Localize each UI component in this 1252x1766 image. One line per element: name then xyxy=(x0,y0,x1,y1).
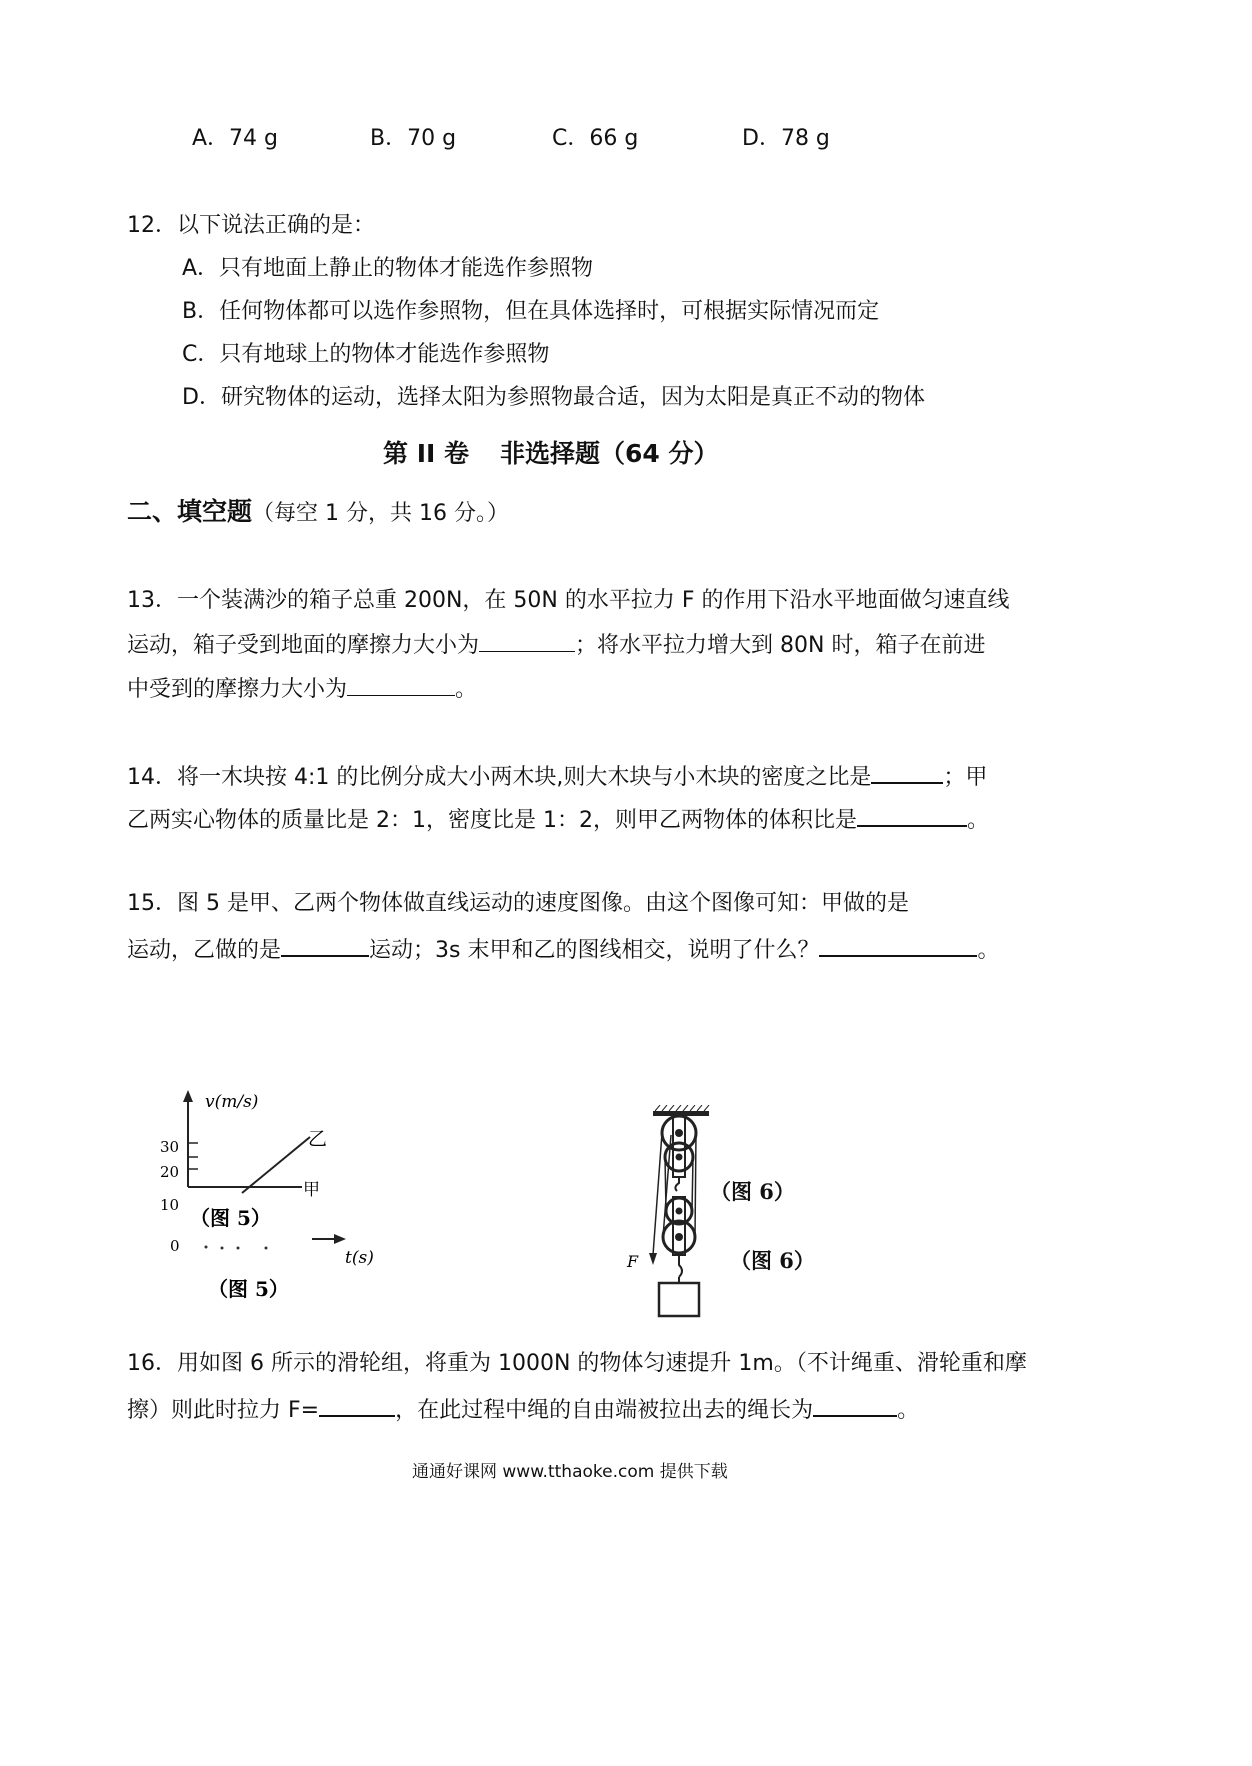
fig5-tick-label-10: 10 xyxy=(160,1196,180,1214)
fig5-dot xyxy=(265,1247,268,1250)
fig6-force-label: F xyxy=(627,1252,639,1271)
q14-text-2a: 乙两实心物体的质量比是 2：1，密度比是 1：2，则甲乙两物体的体积比是 xyxy=(127,808,857,833)
fig6-ceiling-hatch xyxy=(655,1105,709,1111)
q13-blank-2[interactable] xyxy=(347,673,455,696)
q12-option-c: C．只有地球上的物体才能选作参照物 xyxy=(182,342,550,367)
q11-option-d: D．78 g xyxy=(742,126,830,151)
q15-blank-1[interactable] xyxy=(281,933,369,957)
q16-text-2c: 。 xyxy=(897,1398,920,1423)
q14-blank-1[interactable] xyxy=(871,760,943,784)
fig5-y-arrow xyxy=(183,1090,193,1102)
q15-line1: 15．图 5 是甲、乙两个物体做直线运动的速度图像。由这个图像可知：甲做的是 xyxy=(127,891,909,916)
q14-text-1b: ；甲 xyxy=(943,765,988,790)
q11-option-c: C．66 g xyxy=(552,126,639,151)
q13-blank-1[interactable] xyxy=(479,629,575,652)
q12-option-d: D．研究物体的运动，选择太阳为参照物最合适，因为太阳是真正不动的物体 xyxy=(182,385,925,410)
q15-text-2b: 运动；3s 末甲和乙的图线相交，说明了什么？ xyxy=(369,938,820,963)
fig5-dot xyxy=(237,1247,240,1250)
q11-option-b: B．70 g xyxy=(370,126,457,151)
fig5-series-yi xyxy=(242,1137,310,1193)
fig6-moving-pulley-bottom-axle xyxy=(675,1233,683,1241)
q14-text-2b: 。 xyxy=(966,808,989,833)
part2-title-left: 第 II 卷 xyxy=(383,439,470,468)
q13-text-3b: 。 xyxy=(455,677,478,702)
q15-text-2c: 。 xyxy=(977,938,1000,963)
fig5-tick-label-0: 0 xyxy=(170,1237,180,1255)
q11-option-a: A．74 g xyxy=(192,126,279,151)
fig5-label-jia: 甲 xyxy=(303,1180,320,1200)
part2-title-right: 非选择题（64 分） xyxy=(500,439,719,468)
fig5-x-arrow xyxy=(334,1234,346,1244)
q14-line2 xyxy=(127,803,989,836)
fig6-fixed-pulley-bottom-axle xyxy=(676,1154,683,1161)
q13-line2 xyxy=(127,629,985,661)
fig6-weight-box xyxy=(659,1283,699,1316)
q16-line1: 16．用如图 6 所示的滑轮组，将重为 1000N 的物体匀速提升 1m。（不计绳重、滑轮重和摩 xyxy=(127,1351,1027,1376)
fig6-weight-hook xyxy=(679,1255,682,1277)
fig6-ropes xyxy=(653,1133,696,1255)
q13-line1: 13．一个装满沙的箱子总重 200N，在 50N 的水平拉力 F 的作用下沿水平地面做匀速直线 xyxy=(127,588,1010,613)
q15-line2 xyxy=(127,933,1000,966)
fig5-tick-label-20: 20 xyxy=(160,1163,180,1181)
q16-blank-1[interactable] xyxy=(319,1393,395,1417)
fig5-xlabel: t(s) xyxy=(345,1248,374,1268)
q14-blank-2[interactable] xyxy=(857,803,967,827)
q13-text-3a: 中受到的摩擦力大小为 xyxy=(127,677,348,702)
fig6-force-arrow xyxy=(649,1253,657,1265)
q12-option-b: B．任何物体都可以选作参照物，但在具体选择时，可根据实际情况而定 xyxy=(182,299,880,324)
figure-6 xyxy=(615,1105,835,1325)
fig5-tick-label-30: 30 xyxy=(160,1138,180,1156)
q16-blank-2[interactable] xyxy=(813,1393,897,1417)
fig6-fixed-pulley-top-axle xyxy=(675,1129,683,1137)
figure-5 xyxy=(150,1085,410,1315)
q16-text-2b: ，在此过程中绳的自由端被拉出去的绳长为 xyxy=(395,1398,814,1423)
fig6-label-a: （图 6） xyxy=(710,1179,795,1204)
fig5-dot xyxy=(205,1246,208,1249)
q16-text-2a: 擦）则此时拉力 F= xyxy=(127,1398,320,1423)
q14-text-1a: 14．将一木块按 4:1 的比例分成大小两木块,则大木块与小木块的密度之比是 xyxy=(127,765,872,790)
fig6-fixed-hook xyxy=(675,1177,679,1191)
q16-line2 xyxy=(127,1393,919,1426)
q13-text-2a: 运动，箱子受到地面的摩擦力大小为 xyxy=(127,633,480,658)
q13-line3 xyxy=(127,673,477,705)
fig5-label-yi: 乙 xyxy=(308,1128,328,1150)
section2-note: （每空 1 分，共 16 分。） xyxy=(252,501,509,526)
q13-text-2b: ；将水平拉力增大到 80N 时，箱子在前进 xyxy=(575,633,986,658)
q12-stem: 12．以下说法正确的是： xyxy=(127,213,375,238)
fig5-ylabel: v(m/s) xyxy=(205,1092,259,1112)
fig6-label-b: （图 6） xyxy=(730,1248,815,1273)
q12-option-a: A．只有地面上静止的物体才能选作参照物 xyxy=(182,256,594,281)
page-footer: 通通好课网 www.tthaoke.com 提供下载 xyxy=(412,1462,728,1482)
fig5-dot xyxy=(221,1247,224,1250)
fig6-moving-frame xyxy=(673,1197,685,1255)
fig5-label-inner: （图 5） xyxy=(190,1206,271,1230)
section2-title: 二、填空题 xyxy=(127,497,253,526)
q14-line1 xyxy=(127,760,987,793)
fig5-label-outer: （图 5） xyxy=(208,1277,289,1301)
q15-blank-2[interactable] xyxy=(819,933,977,957)
q15-text-2a: 运动，乙做的是 xyxy=(127,938,282,963)
fig6-moving-pulley-top-axle xyxy=(676,1208,683,1215)
section2-heading xyxy=(127,492,509,529)
fig6-fixed-frame xyxy=(673,1115,685,1177)
